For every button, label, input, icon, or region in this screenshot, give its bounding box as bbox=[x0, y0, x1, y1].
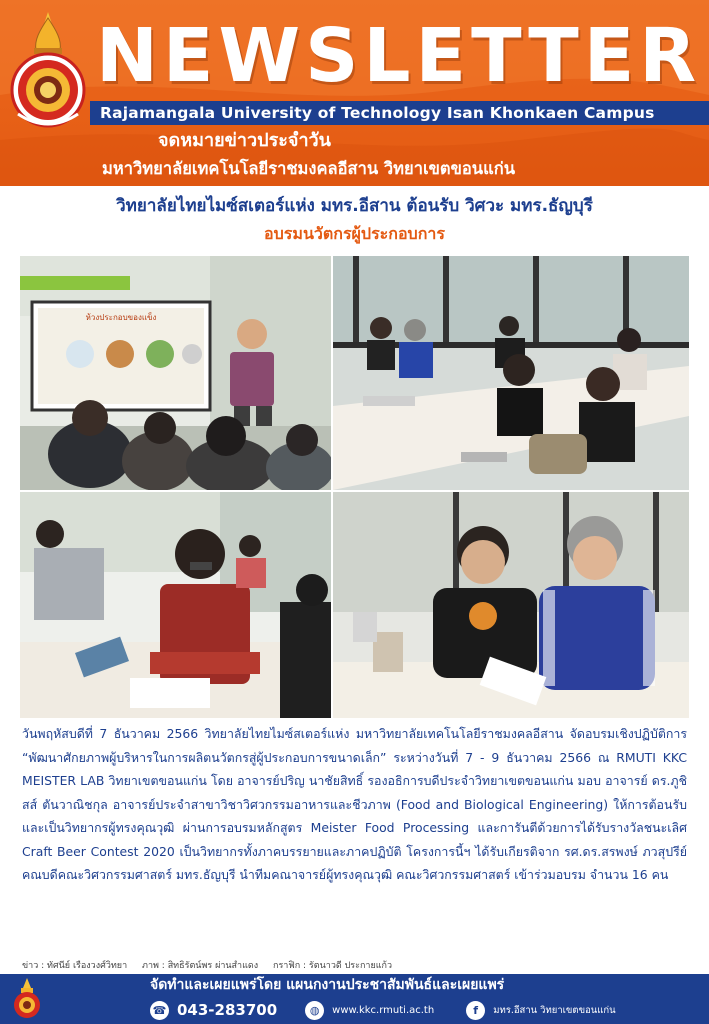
campus-name-thai: มหาวิทยาลัยเทคโนโลยีราชมงคลอีสาน วิทยาเขตขอนแก่น bbox=[102, 159, 515, 178]
credit-graphic: กราฟิก : รัตนาวดี ประกายแก้ว bbox=[273, 961, 393, 971]
news-body-paragraph: วันพฤหัสบดีที่ 7 ธันวาคม 2566 วิทยาลัยไทยไมซ์สเตอร์แห่ง มหาวิทยาลัยเทคโนโลยีราชมงคลอีสาน จัดอบรมเชิงปฏิบัติการ “พัฒนาศักยภาพผู้บริหารในการผลิตนวัตกรสู่ผู้ประกอบการขนาดเล็ก” ระหว่างวันที่ 7 - 9 ธันวาคม 2566 ณ RMUTI KKC MEISTER LAB วิทยาเขตขอนแก่น โดย อาจารย์ปริญ นาชัยสิทธิ์ รองอธิการบดีประจำวิทยาเขตขอนแก่น มอบ อาจารย์ ดร.ภูชิสส์ ตันวาณิชกุล อาจารย์ประจำสาขาวิชาวิศวกรรมอาหารและชีวภาพ (Food and Biological Engineering) ให้การต้อนรับ และเป็นวิทยากรผู้ทรงคุณวุฒิ ผ่านการอบรมหลักสูตร Meister Food Processing และการันตีด้วยการได้รับรางวัลชนะเลิศ Craft Beer Contest 2020 เป็นวิทยากรทั้งภาคบรรยายและภาคปฏิบัติ โครงการนี้ฯ ได้รับเกียรติจาก รศ.ดร.สรพงษ์ ภวสุปรีย์ คณบดีคณะวิศวกรรมศาสตร์ มทร.ธัญบุรี นำทีมคณาจารย์ผู้ทรงคุณวุฒิ คณะวิศวกรรมศาสตร์ เข้าร่วมอบรม จำนวน 16 คน bbox=[22, 726, 687, 882]
footer-producer: จัดทำและเผยแพร่โดย แผนกงานประชาสัมพันธ์และเผยแพร่ bbox=[150, 977, 505, 993]
facebook-icon: f bbox=[466, 1001, 485, 1020]
phone-icon: ☎ bbox=[150, 1001, 169, 1020]
footer-website[interactable]: www.kkc.rmuti.ac.th bbox=[332, 1004, 435, 1016]
footer-phone: 043-283700 bbox=[177, 1001, 278, 1019]
newsletter-footer bbox=[0, 974, 709, 1024]
headline-sub: อบรมนวัตกรผู้ประกอบการ bbox=[264, 224, 445, 243]
photo-two-participants bbox=[333, 492, 689, 718]
footer-logo bbox=[12, 976, 42, 1020]
university-name: Rajamangala University of Technology Isan Khonkaen Campus bbox=[100, 104, 655, 122]
photo-speaker-presentation bbox=[20, 256, 331, 490]
photo-participants-table bbox=[20, 492, 331, 718]
university-logo bbox=[8, 10, 88, 138]
credits-line bbox=[22, 958, 687, 974]
footer-facebook[interactable]: มทร.อีสาน วิทยาเขตขอนแก่น bbox=[493, 1004, 616, 1016]
newsletter-header bbox=[0, 0, 709, 186]
headline-main: วิทยาลัยไทยไมซ์สเตอร์แห่ง มทร.อีสาน ต้อนรับ วิศวะ มทร.ธัญบุรี bbox=[116, 196, 593, 216]
photo-audience-room bbox=[333, 256, 689, 490]
globe-icon: ◍ bbox=[305, 1001, 324, 1020]
daily-newsletter-label: จดหมายข่าวประจำวัน bbox=[158, 130, 331, 151]
credit-photo: ภาพ : สิทธิรัตน์พร ผ่านสำแดง bbox=[142, 961, 259, 971]
slide-title-text: ห้วงประกอบของแข็ง bbox=[85, 313, 157, 322]
credit-news: ข่าว : ทัศนีย์ เรืองวงศ์วิทยา bbox=[22, 961, 128, 971]
newsletter-title: NEWSLETTER bbox=[96, 13, 702, 99]
footer-contacts bbox=[150, 998, 616, 1022]
